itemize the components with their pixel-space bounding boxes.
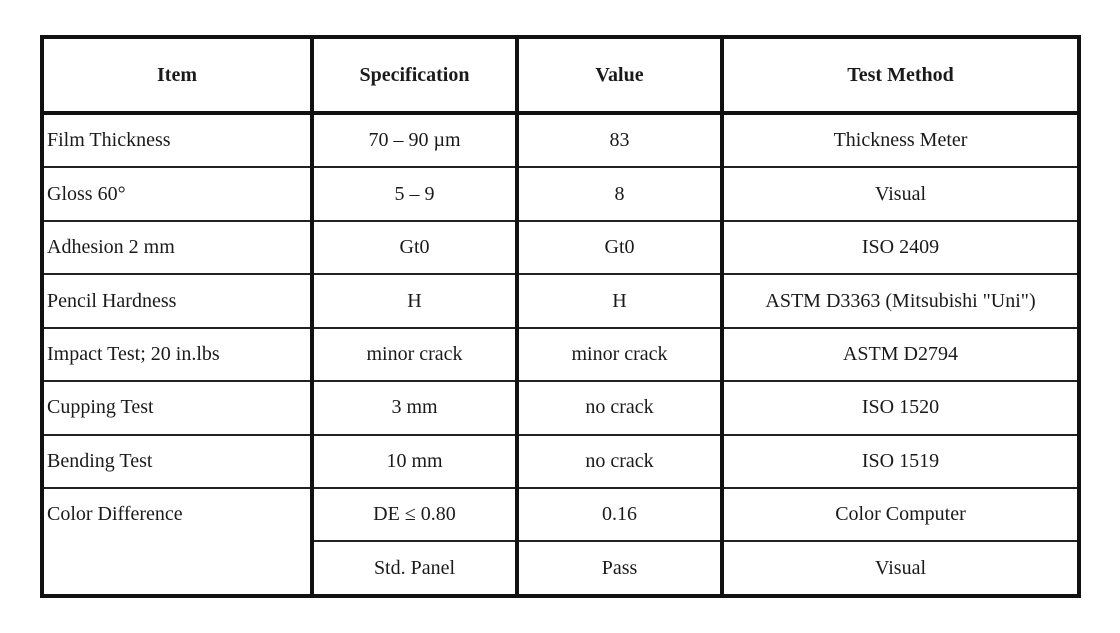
specification-cell: H: [312, 274, 517, 327]
test-method-cell: ISO 1519: [722, 435, 1079, 488]
item-cell: Gloss 60°: [42, 167, 312, 220]
table-row: [42, 221, 1079, 274]
header-specification: Specification: [312, 37, 517, 113]
table-row: [42, 381, 1079, 434]
table-header-row: [42, 37, 1079, 113]
specification-cell: 70 – 90 µm: [312, 113, 517, 167]
item-cell: Film Thickness: [42, 113, 312, 167]
test-method-cell: ASTM D2794: [722, 328, 1079, 381]
item-cell: Pencil Hardness: [42, 274, 312, 327]
table-row: [42, 113, 1079, 167]
test-method-cell: ISO 1520: [722, 381, 1079, 434]
value-cell: no crack: [517, 435, 722, 488]
item-label: Color Difference: [47, 503, 183, 525]
specification-cell: 3 mm: [312, 381, 517, 434]
specification-table: [40, 35, 1081, 598]
table-row: [42, 435, 1079, 488]
table-row: [42, 488, 1079, 541]
header-item: Item: [42, 37, 312, 113]
value-cell: minor crack: [517, 328, 722, 381]
test-method-cell: ISO 2409: [722, 221, 1079, 274]
specification-cell: minor crack: [312, 328, 517, 381]
item-cell: Cupping Test: [42, 381, 312, 434]
value-cell: Gt0: [517, 221, 722, 274]
test-method-cell: ASTM D3363 (Mitsubishi "Uni"): [722, 274, 1079, 327]
value-cell: 83: [517, 113, 722, 167]
test-method-cell: Visual: [722, 167, 1079, 220]
item-cell: Bending Test: [42, 435, 312, 488]
specification-cell: DE ≤ 0.80: [312, 488, 517, 541]
test-method-cell: Thickness Meter: [722, 113, 1079, 167]
value-cell: 0.16: [517, 488, 722, 541]
item-cell: Adhesion 2 mm: [42, 221, 312, 274]
item-cell: [42, 488, 312, 596]
header-test-method: Test Method: [722, 37, 1079, 113]
table-row: [42, 274, 1079, 327]
item-cell: Impact Test; 20 in.lbs: [42, 328, 312, 381]
value-cell: Pass: [517, 541, 722, 596]
table-row: [42, 328, 1079, 381]
header-value: Value: [517, 37, 722, 113]
specification-cell: Std. Panel: [312, 541, 517, 596]
specification-cell: 5 – 9: [312, 167, 517, 220]
value-cell: no crack: [517, 381, 722, 434]
value-cell: H: [517, 274, 722, 327]
specification-cell: Gt0: [312, 221, 517, 274]
specification-cell: 10 mm: [312, 435, 517, 488]
value-cell: 8: [517, 167, 722, 220]
test-method-cell: Visual: [722, 541, 1079, 596]
test-method-cell: Color Computer: [722, 488, 1079, 541]
table-row: [42, 167, 1079, 220]
